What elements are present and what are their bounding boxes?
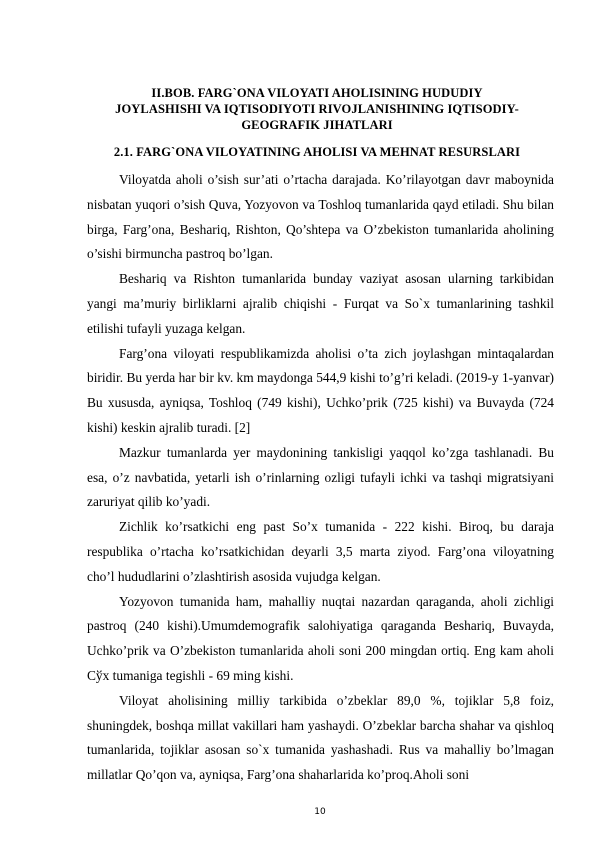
chapter-heading (88, 85, 546, 133)
paragraph-1: Viloyatda aholi o’sish sur’ati o’rtacha darajada. Ko’rilayotgan davr maboynida nisbatan yuqori o’sish Quva, Yozyovon va Toshloq tumanlarida qayd etiladi. Shu bilan birga, Farg’ona, Beshariq, Rishton, Qo’shtepa va O’zbekiston tumanlarida aholining o’sishi birmuncha pastroq bo’lgan. (87, 172, 554, 262)
paragraph-5: Zichlik ko’rsatkichi eng past So’x tumanida - 222 kishi. Biroq, bu daraja respublika o’rtacha ko’rsatkichidan deyarli 3,5 marta ziyod. Farg’ona viloyatning cho’l hududlarini o’zlashtirish asosida vujudga kelgan. (87, 519, 554, 584)
paragraph-2: Beshariq va Rishton tumanlarida bunday vaziyat asosan ularning tarkibidan yangi ma’muriy birliklarni ajralib chiqishi - Furqat va So`x tumanlarining tashkil etilishi tufayli yuzaga kelgan. (87, 271, 554, 336)
body-text (87, 168, 554, 788)
chapter-heading-line-1: II.BOB. FARG`ONA VILOYATI AHOLISINING HUDUDIY (151, 86, 483, 100)
chapter-heading-line-2: JOYLASHISHI VA IQTISODIYOTI RIVOJLANISHINING IQTISODIY- (115, 102, 519, 116)
section-heading: 2.1. FARG`ONA VILOYATINING AHOLISI VA MEHNAT RESURSLARI (113, 145, 521, 159)
paragraph-4: Mazkur tumanlarda yer maydonining tankisligi yaqqol ko’zga tashlanadi. Bu esa, o’z navbatida, yetarli ish o’rinlarning ozligi tufayli ichki va tashqi migratsiyani zaruriyat qilib ko’yadi. (87, 444, 554, 510)
paragraph-7: Viloyat aholisining milliy tarkibida o’zbeklar 89,0 %, tojiklar 5,8 foiz, shuningdek, boshqa millat vakillari ham yashaydi. O’zbeklar barcha shahar va qishloq tumanlarida, tojiklar asosan so`x tumanida yashashadi. Rus va mahalliy bo’lmagan millatlar Qo’qon va, ayniqsa, Farg’ona shaharlarida ko’proq.Aholi soni (87, 692, 554, 783)
paragraph-3: Farg’ona viloyati respublikamizda aholisi o’ta zich joylashgan mintaqalardan biridir. Bu yerda har bir kv. km maydonga 544,9 kishi to’g’ri keladi. (2019-y 1-yanvar) Bu xususda, ayniqsa, Toshloq (749 kishi), Uchko’prik (725 kishi) va Buvayda (724 kishi) keskin ajralib turadi. [2] (87, 345, 554, 435)
chapter-heading-line-3: GEOGRAFIK JIHATLARI (241, 118, 393, 132)
paragraph-6: Yozyovon tumanida ham, mahalliy nuqtai nazardan qaraganda, aholi zichligi pastroq (240 kishi).Umumdemografik salohiyatiga qaraganda Beshariq, Buvayda, Uchko’prik va O’zbekiston tumanlarida aholi soni 200 mingdan ortiq. Eng kam aholi Сўх tumaniga tegishli - 69 ming kishi. (87, 593, 554, 683)
page-number: 10 (314, 807, 326, 817)
